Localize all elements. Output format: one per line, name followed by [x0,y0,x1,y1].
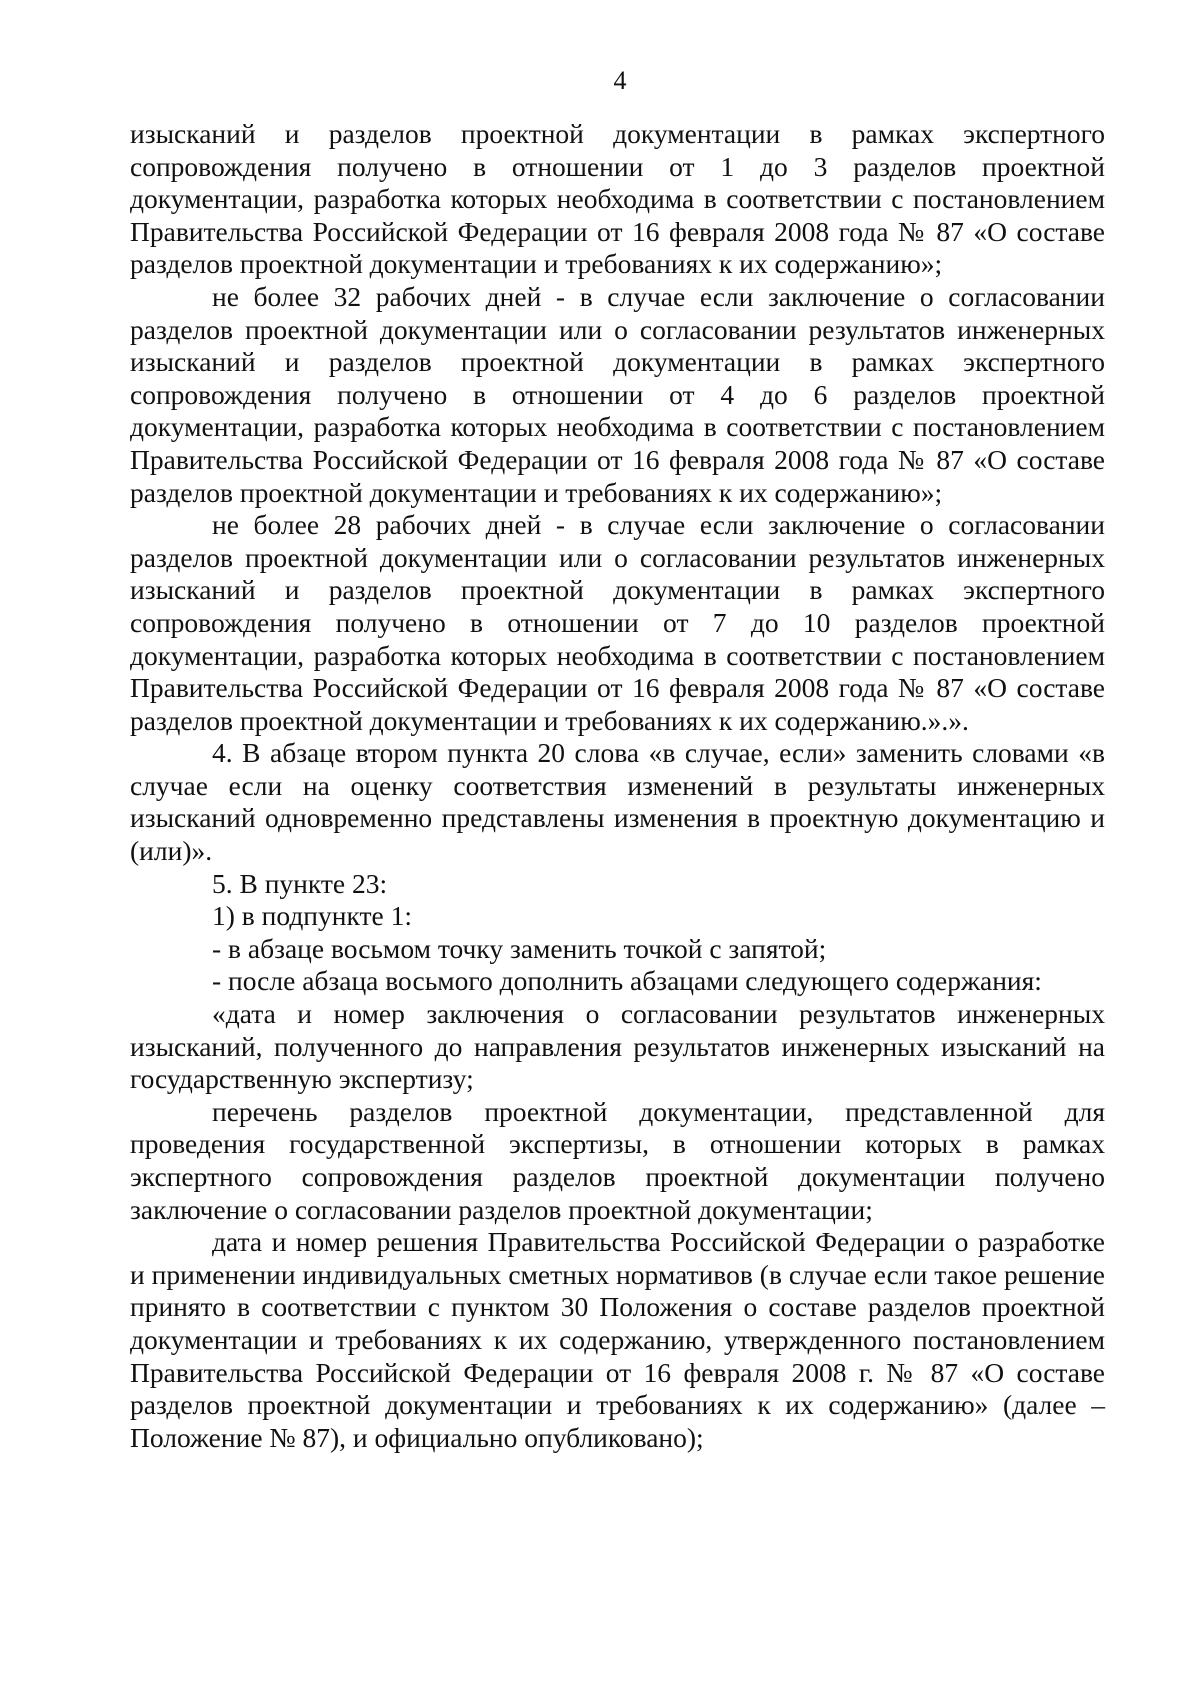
paragraph-9: «дата и номер заключения о согласовании результатов инженерных изысканий, полученного до направления результатов инженерных изысканий на государственную экспертизу; [130,998,1105,1095]
paragraph-3: не более 28 рабочих дней - в случае если заключение о согласовании разделов проектной документации или о согласовании результатов инженерных изысканий и разделов проектной документации в рамках экспертного сопровождения получено в отношении от 7 до 10 разделов проектной документации, разработка которых необходима в соответствии с постановлением Правительства Российской Федерации от 16 февраля 2008 года № 87 «О составе разделов проектной документации и требованиях к их содержанию.».». [130,509,1105,736]
paragraph-11: дата и номер решения Правительства Российской Федерации о разработке и применении индивидуальных сметных нормативов (в случае если такое решение принято в соответствии с пунктом 30 Положения о составе разделов проектной документации и требованиях к их содержанию, утвержденного постановлением Правительства Российской Федерации от 16 февраля 2008 г. № 87 «О составе разделов проектной документации и требованиях к их содержанию» (далее – Положение № 87), и официально опубликовано); [130,1226,1105,1453]
paragraph-2: не более 32 рабочих дней - в случае если заключение о согласовании разделов проектной документации или о согласовании результатов инженерных изысканий и разделов проектной документации в рамках экспертного сопровождения получено в отношении от 4 до 6 разделов проектной документации, разработка которых необходима в соответствии с постановлением Правительства Российской Федерации от 16 февраля 2008 года № 87 «О составе разделов проектной документации и требованиях к их содержанию»; [130,280,1105,508]
paragraph-8: - после абзаца восьмого дополнить абзацами следующего содержания: [212,965,1042,997]
page-number: 4 [613,66,627,95]
document-body [130,118,1105,1454]
paragraph-7: - в абзаце восьмом точку заменить точкой с запятой; [212,932,827,964]
paragraph-6: 1) в подпункте 1: [212,900,412,932]
paragraph-4: 4. В абзаце втором пункта 20 слова «в случае, если» заменить словами «в случае если на оценку соответствия изменений в результаты инженерных изысканий одновременно представлены изменения в проектную документацию и (или)». [130,737,1105,867]
paragraph-1: изысканий и разделов проектной документации в рамках экспертного сопровождения получено в отношении от 1 до 3 разделов проектной документации, разработка которых необходима в соответствии с постановлением Правительства Российской Федерации от 16 февраля 2008 года № 87 «О составе разделов проектной документации и требованиях к их содержанию»; [130,118,1105,280]
paragraph-5: 5. В пункте 23: [212,867,388,899]
paragraph-10: перечень разделов проектной документации, представленной для проведения государственной экспертизы, в отношении которых в рамках экспертного сопровождения разделов проектной документации получено заключение о согласовании разделов проектной документации; [130,1095,1105,1225]
